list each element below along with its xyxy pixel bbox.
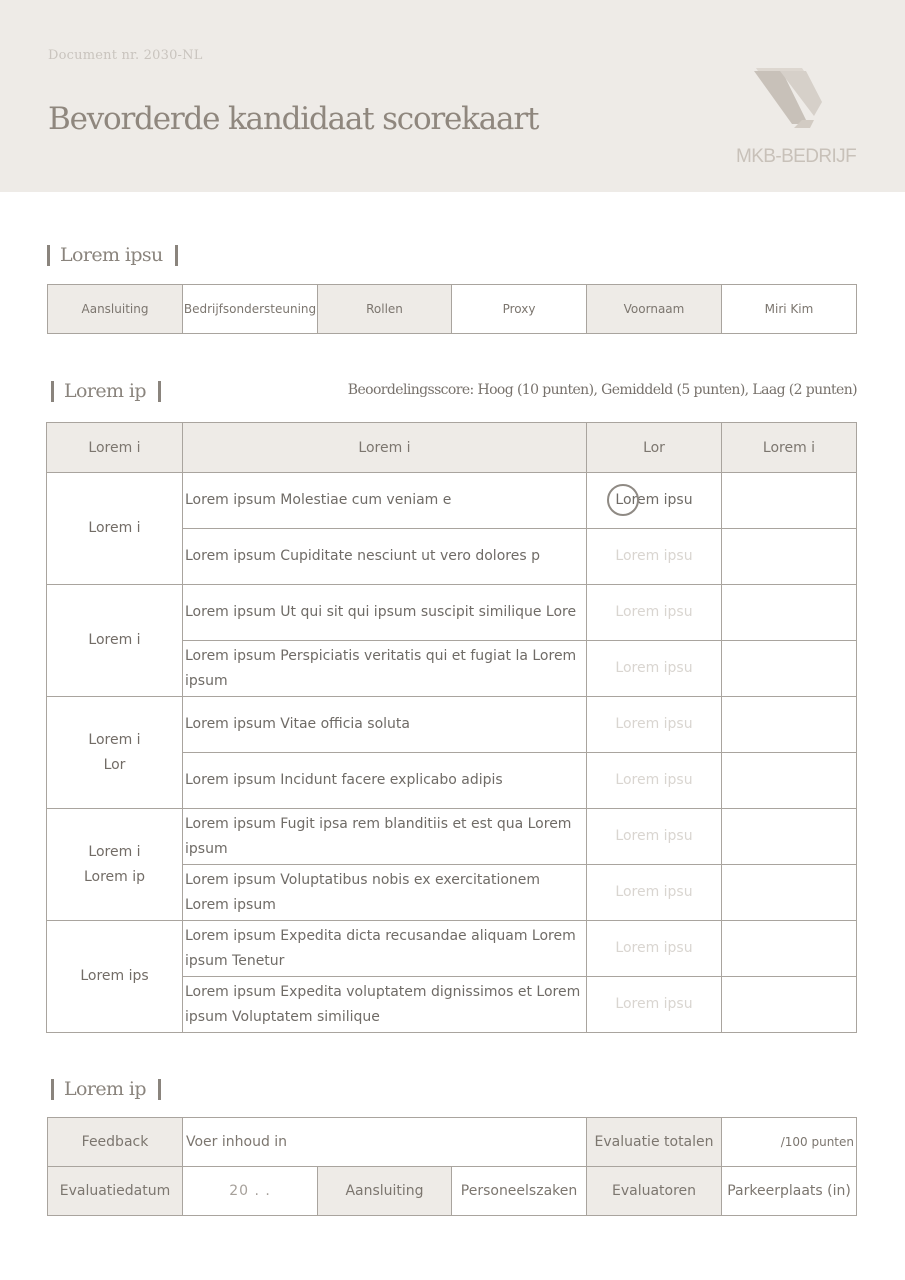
notes-cell[interactable] — [722, 585, 857, 641]
notes-cell[interactable] — [722, 697, 857, 753]
document-number: Document nr. 2030-NL — [48, 48, 203, 63]
roles-value[interactable]: Proxy — [452, 285, 587, 334]
feedback-input[interactable]: Voer inhoud in — [183, 1118, 587, 1167]
evaluation-date-label: Evaluatiedatum — [48, 1167, 183, 1216]
score-cell[interactable]: Lorem ipsu — [587, 977, 722, 1033]
notes-cell[interactable] — [722, 753, 857, 809]
criteria-cell: Lorem ipsum Expedita voluptatem dignissimos et Lorem ipsum Voluptatem similique — [183, 977, 587, 1033]
score-cell[interactable]: Lorem ipsu — [587, 865, 722, 921]
table-row — [47, 585, 857, 641]
score-value: Lorem ipsu — [615, 492, 693, 508]
category-line: Lorem i — [88, 843, 141, 860]
page-title: Bevorderde kandidaat scorekaart — [48, 101, 539, 137]
section3-heading-text: Lorem ip — [64, 1078, 146, 1100]
table-header-row — [47, 423, 857, 473]
heading-bar-right — [175, 245, 178, 266]
first-name-label: Voornaam — [587, 285, 722, 334]
criteria-cell: Lorem ipsum Ut qui sit qui ipsum suscipit similique Lore — [183, 585, 587, 641]
notes-cell[interactable] — [722, 529, 857, 585]
scorecard-table — [46, 422, 857, 1033]
section1-heading-text: Lorem ipsu — [60, 244, 163, 266]
criteria-cell: Lorem ipsum Expedita dicta recusandae aliquam Lorem ipsum Tenetur — [183, 921, 587, 977]
section1-heading — [47, 244, 178, 266]
category-cell: Lorem i — [47, 473, 183, 585]
heading-bar-right — [158, 1079, 161, 1100]
section2-heading — [51, 380, 161, 402]
criteria-cell: Lorem ipsum Fugit ipsa rem blanditiis et est qua Lorem ipsum — [183, 809, 587, 865]
column-header-score: Lor — [587, 423, 722, 473]
score-cell[interactable]: Lorem ipsu — [587, 641, 722, 697]
score-cell[interactable]: Lorem ipsu — [587, 809, 722, 865]
category-cell: Lorem i — [47, 585, 183, 697]
score-cell[interactable] — [587, 473, 722, 529]
company-logo-text: MKB-BEDRIJF — [736, 146, 857, 167]
affiliation-value[interactable]: Bedrijfsondersteuning — [183, 285, 318, 334]
category-cell — [47, 809, 183, 921]
evaluators-value[interactable]: Parkeerplaats (in) — [722, 1167, 857, 1216]
first-name-value[interactable]: Miri Kim — [722, 285, 857, 334]
criteria-cell: Lorem ipsum Incidunt facere explicabo adipis — [183, 753, 587, 809]
section2-heading-text: Lorem ip — [64, 380, 146, 402]
evaluation-date-field[interactable]: 20 . . — [183, 1167, 318, 1216]
criteria-cell: Lorem ipsum Perspiciatis veritatis qui et fugiat la Lorem ipsum — [183, 641, 587, 697]
rating-scale-note: Beoordelingsscore: Hoog (10 punten), Gemiddeld (5 punten), Laag (2 punten) — [347, 382, 857, 398]
column-header-criteria: Lorem i — [183, 423, 587, 473]
category-line: Lor — [103, 756, 126, 773]
feedback-label: Feedback — [48, 1118, 183, 1167]
criteria-cell: Lorem ipsum Molestiae cum veniam e — [183, 473, 587, 529]
score-cell[interactable]: Lorem ipsu — [587, 585, 722, 641]
column-header-notes: Lorem i — [722, 423, 857, 473]
table-row — [48, 285, 857, 334]
score-cell[interactable]: Lorem ipsu — [587, 753, 722, 809]
table-row — [47, 697, 857, 753]
table-row — [47, 473, 857, 529]
company-logo-icon — [750, 68, 824, 134]
notes-cell[interactable] — [722, 921, 857, 977]
candidate-info-table — [47, 284, 857, 334]
notes-cell[interactable] — [722, 641, 857, 697]
category-cell — [47, 697, 183, 809]
notes-cell[interactable] — [722, 473, 857, 529]
table-row — [48, 1167, 857, 1216]
table-row — [47, 809, 857, 865]
department-value[interactable]: Personeelszaken — [452, 1167, 587, 1216]
table-row — [48, 1118, 857, 1167]
affiliation-label: Aansluiting — [48, 285, 183, 334]
score-cell[interactable]: Lorem ipsu — [587, 697, 722, 753]
heading-bar-right — [158, 381, 161, 402]
criteria-cell: Lorem ipsum Voluptatibus nobis ex exercitationem Lorem ipsum — [183, 865, 587, 921]
criteria-cell: Lorem ipsum Vitae officia soluta — [183, 697, 587, 753]
table-row — [47, 921, 857, 977]
evaluation-total-label: Evaluatie totalen — [587, 1118, 722, 1167]
category-line: Lorem i — [88, 731, 141, 748]
roles-label: Rollen — [318, 285, 452, 334]
evaluators-label: Evaluatoren — [587, 1167, 722, 1216]
column-header-category: Lorem i — [47, 423, 183, 473]
score-cell[interactable]: Lorem ipsu — [587, 921, 722, 977]
category-line: Lorem ip — [83, 868, 146, 885]
section3-heading — [51, 1078, 161, 1100]
evaluation-summary-table — [47, 1117, 857, 1216]
criteria-cell: Lorem ipsum Cupiditate nesciunt ut vero dolores p — [183, 529, 587, 585]
notes-cell[interactable] — [722, 809, 857, 865]
notes-cell[interactable] — [722, 865, 857, 921]
evaluation-total-field[interactable]: /100 punten — [722, 1118, 857, 1167]
category-cell: Lorem ips — [47, 921, 183, 1033]
score-cell[interactable]: Lorem ipsu — [587, 529, 722, 585]
notes-cell[interactable] — [722, 977, 857, 1033]
department-label: Aansluiting — [318, 1167, 452, 1216]
selection-circle-icon — [607, 484, 639, 516]
